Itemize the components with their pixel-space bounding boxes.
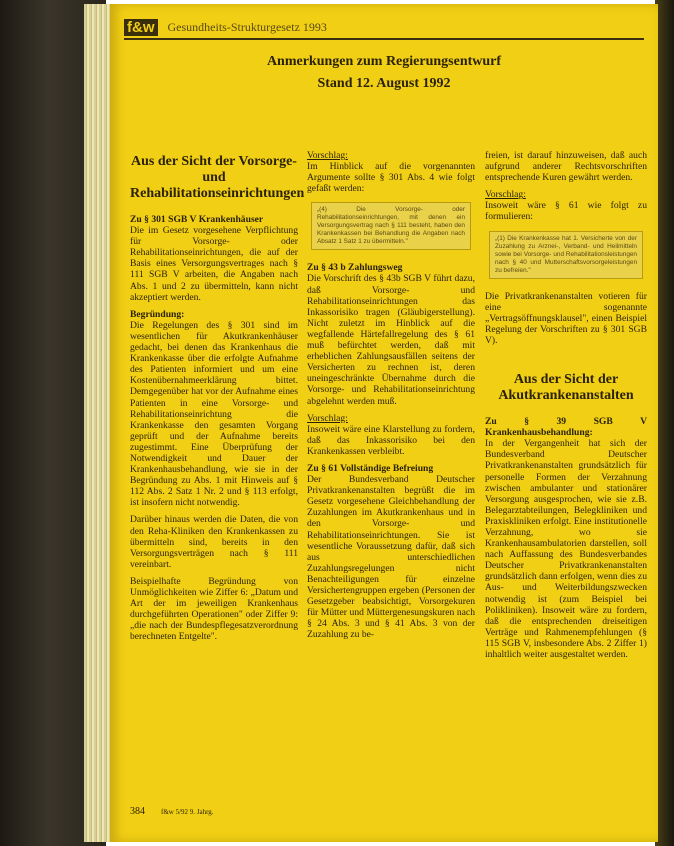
- paragraph: Die im Gesetz vorgesehene Verpflichtung für Vorsorge- oder Rehabilitationseinrichtungen, die auf der Basis eines Versorgungsvertrages nach § 111 SGB V arbeiten, die Angaben nach Abs. 1 und 2 zu übermitteln, kann nicht akzeptiert werden.: [130, 225, 298, 303]
- label-vorschlag: Vorschlag:: [307, 150, 348, 161]
- page-footer: [130, 806, 214, 817]
- page-heading-line2: Stand 12. August 1992: [317, 76, 451, 91]
- paragraph: Insoweit wäre eine Klarstellung zu fordern, daß das Inkassorisiko bei den Krankenkassen verbleibt.: [307, 423, 475, 457]
- paragraph: Insoweit wäre § 61 wie folgt zu formulieren:: [485, 200, 647, 223]
- section-title-rehab: Aus der Sicht der Vorsorge- und Rehabilitationseinrichtungen: [130, 154, 305, 201]
- publisher-logo: f&w: [124, 19, 158, 36]
- paragraph: Die Privatkrankenanstalten votieren für eine sogenannte „Vertragsöffnungsklausel", einen Beispiel Regelung der Vorschriften zu § 301 SGB V).: [485, 290, 647, 346]
- footer-source: f&w 5/92 9. Jahrg.: [161, 808, 214, 816]
- running-head-title: Gesundheits-Strukturgesetz 1993: [167, 20, 327, 34]
- quote-box: „(1) Die Krankenkasse hat 1. Versicherte von der Zuzahlung zu Arznei-, Verband- und Heilmitteln sowie bei Vorsorge- und Rehabilitationsleistungen nach § 40 und Mutterschaftsvorsorgeleistungen zu befreien.": [489, 231, 643, 279]
- paragraph: Die Regelungen des § 301 sind im wesentlichen für Akutkrankenhäuser gedacht, bei denen das Krankenhaus die Krankenkasse über die erfolgte Aufnahme des Patienten informiert und um eine Kostenübernahmeerklärung bittet. Demgegenüber hat vor der Aufnahme eines Patienten in eine Vorsorge- und Rehabilitationseinrichtung die Krankenkasse den gesamten Vorgang geprüft und der Aufnahme bereits zugestimmt. Eine Überprüfung der Notwendigkeit und Dauer der Krankenhausbehandlung, wie sie in der Begründung zu Abs. 1 mit Hinweis auf § 112 Abs. 2 Satz 1 Nr. 2 und § 113 erfolgt, ist insofern nicht notwendig.: [130, 319, 298, 509]
- paragraph: Darüber hinaus werden die Daten, die von den Reha-Kliniken den Krankenkassen zu übermitteln sind, bereits in den Versorgungsverträgen nach § 111 vereinbart.: [130, 514, 298, 570]
- page-heading-line1: Anmerkungen zum Regierungsentwurf: [266, 54, 502, 69]
- column-1: [130, 152, 305, 648]
- label-vorschlag: Vorschlag:: [485, 189, 526, 201]
- running-head: [124, 16, 644, 40]
- page-number: 384: [130, 806, 145, 817]
- column-3: [485, 150, 647, 666]
- label-begruendung: Begründung:: [130, 308, 185, 320]
- paragraph: In der Vergangenheit hat sich der Bundesverband Deutscher Privatkrankenanstalten grundsätzlich für personelle Formen der Verzahnung zwischen ambulanter und stationärer Versorgung ausgesprochen, wie sie z.B. Belegarztabteilungen, Belegkliniken und Praxiskliniken erfolgt. Eine institutionelle Verzahnung, wo sie Krankenhausambulatorien darstellen, soll nach Auffassung des Bundesverbandes Deutscher Privatkrankenanstalten grundsätzlich dann erfolgen, wenn dies zu Aus- und Weiterbildungszwecken notwendig ist (zum Beispiel bei Polikliniken). Insoweit wäre zu fordern, daß die entsprechenden dreiseitigen Verträge und Rahmenempfehlungen (§ 115 SGB V, insbesondere Abs. 2 Ziffer 1) inhaltlich weiter ausgestaltet werden.: [485, 438, 647, 660]
- paragraph: freien, ist darauf hinzuweisen, daß auch aufgrund anderer Rechtsvorschriften entsprechende Kuren gewährt werden.: [485, 150, 647, 184]
- label-vorschlag: Vorschlag:: [307, 412, 348, 424]
- paragraph: Der Bundesverband Deutscher Privatkrankenanstalten begrüßt die im Gesetz vorgesehene Gleichbehandlung der Zuzahlungen im Akutkrankenhaus und in den Vorsorge- und Rehabilitationseinrichtungen. Sie ist wesentliche Voraussetzung dafür, daß sich aus unterschiedlichen Zuzahlungsregelungen nicht Benachteiligungen für einzelne Versichertengruppen ergeben (Personen der Gesetzgeber beabsichtigt, Vorsorgekuren für Mütter und Müttergenesungskuren nach § 24 Abs. 3 und § 41 Abs. 3 von der Zuzahlung zu be-: [307, 474, 475, 641]
- quote-box: „(4) Die Vorsorge- oder Rehabilitationseinrichtungen, mit denen ein Versorgungsvertrag nach § 111 besteht, haben den Krankenkassen bei Behandlung die Angaben nach Absatz 1 Satz 1 zu übermitteln.": [311, 202, 471, 250]
- section-title-akut: Aus der Sicht der Akutkrankenanstalten: [498, 372, 634, 404]
- subheading-39: Zu § 39 SGB V Krankenhausbehandlung:: [485, 416, 647, 439]
- paragraph: Beispielhafte Begründung von Unmöglichkeiten wie Ziffer 6: „Datum und Art der im jeweiligen Krankenhaus durchgeführten Operationen" oder Ziffer 9: „die nach der Bundespflegesatzverordnung berechneten Entgelte".: [130, 575, 298, 643]
- column-2: [307, 150, 475, 646]
- paragraph: Im Hinblick auf die vorgenannten Argumente sollte § 301 Abs. 4 wie folgt gefaßt werden:: [307, 161, 475, 195]
- subheading-301: Zu § 301 SGB V Krankenhäuser: [130, 214, 264, 225]
- subheading-61: Zu § 61 Vollständige Befreiung: [307, 462, 434, 474]
- document-page: [110, 4, 658, 842]
- paragraph: Die Vorschrift des § 43b SGB V führt dazu, daß Vorsorge- und Rehabilitationseinrichtungen das Inkassorisiko tragen (Gläubigerstellung). Nicht zuletzt im Hinblick auf die wegfallende Härtefallregelung des § 61 muß befürchtet werden, daß mit erheblichen Zahlungsausfällen seitens der Versicherten zu rechnen ist, deren uneingeschränkte Übernahme durch die Vorsorge- und Rehabilitationseinrichtung abgelehnt werden muß.: [307, 273, 475, 407]
- subheading-43b: Zu § 43 b Zahlungsweg: [307, 262, 403, 274]
